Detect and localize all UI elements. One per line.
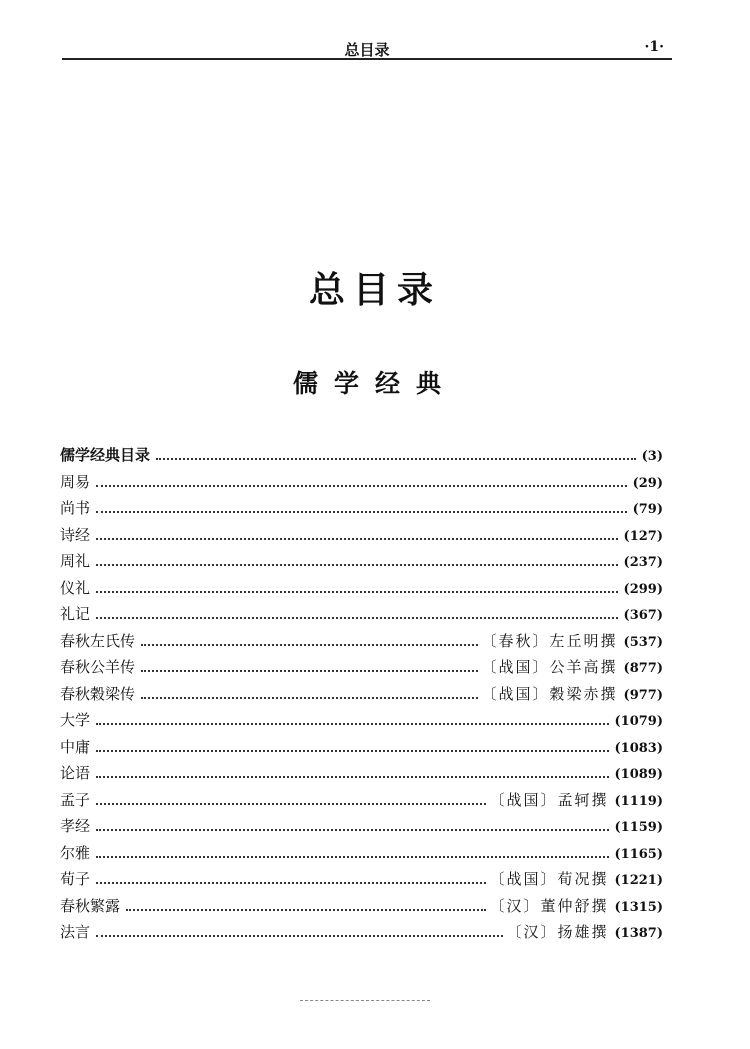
entry-page: (1221)	[614, 873, 663, 888]
entry-page: (29)	[632, 475, 663, 491]
dot-leader	[96, 776, 609, 778]
entry-title: 尔雅	[60, 843, 91, 862]
entry-page: (79)	[632, 502, 663, 517]
entry-title: 中庸	[60, 737, 91, 756]
dot-leader	[96, 511, 627, 513]
toc-entry[interactable]	[60, 868, 663, 895]
dot-leader	[96, 750, 609, 752]
header-page-number: ·1·	[644, 39, 664, 55]
section-title: 儒学经典	[292, 369, 457, 398]
toc-entry[interactable]	[60, 921, 663, 948]
dot-leader	[96, 935, 502, 937]
toc-entry[interactable]	[60, 471, 663, 498]
dot-leader	[96, 803, 485, 805]
entry-title: 春秋左氏传	[60, 631, 136, 650]
toc-entry[interactable]	[60, 762, 663, 789]
entry-author: 〔汉〕扬雄撰	[506, 923, 609, 941]
entry-page: (1089)	[614, 767, 663, 782]
toc-entry[interactable]	[60, 842, 663, 869]
entry-title: 诗经	[60, 525, 91, 544]
dot-leader	[96, 591, 618, 593]
entry-title: 春秋繁露	[60, 896, 121, 915]
dot-leader	[96, 829, 609, 831]
entry-title: 春秋穀梁传	[60, 684, 136, 703]
dot-leader	[156, 458, 636, 460]
toc-entry[interactable]	[60, 683, 663, 710]
dot-leader	[96, 538, 618, 540]
entry-author: 〔汉〕董仲舒撰	[489, 896, 609, 915]
entry-title: 荀子	[60, 870, 91, 888]
entry-page: (237)	[623, 555, 663, 570]
dot-leader	[96, 485, 627, 487]
page-title: 总目录	[308, 270, 441, 311]
dot-leader	[96, 723, 609, 725]
toc-entry[interactable]	[60, 815, 663, 842]
entry-page: (1159)	[614, 820, 663, 835]
entry-title: 孝经	[60, 817, 91, 835]
entry-title: 儒学经典目录	[60, 446, 151, 464]
toc-entry[interactable]	[60, 497, 663, 524]
entry-page: (1119)	[614, 793, 663, 809]
entry-page: (1083)	[614, 740, 663, 756]
toc-entry[interactable]	[60, 895, 663, 922]
entry-page: (1079)	[614, 714, 663, 729]
entry-author: 〔战国〕穀梁赤撰	[481, 684, 618, 703]
entry-page: (1165)	[614, 846, 663, 862]
toc-entry[interactable]	[60, 736, 663, 763]
entry-page: (537)	[623, 634, 663, 650]
entry-page: (3)	[641, 449, 663, 464]
entry-title: 礼记	[60, 605, 91, 623]
footer-rule	[300, 1000, 430, 1002]
entry-title: 孟子	[60, 790, 91, 809]
entry-title: 周易	[60, 472, 91, 491]
entry-page: (127)	[623, 528, 663, 544]
entry-page: (1315)	[614, 899, 663, 915]
entry-page: (367)	[623, 608, 663, 623]
dot-leader	[141, 697, 478, 699]
dot-leader	[126, 909, 485, 911]
entry-page: (299)	[623, 581, 663, 597]
toc-entry[interactable]	[60, 444, 663, 471]
entry-title: 论语	[60, 764, 91, 782]
toc-entry[interactable]	[60, 656, 663, 683]
entry-title: 周礼	[60, 552, 91, 570]
entry-page: (877)	[623, 661, 663, 676]
toc-entry[interactable]	[60, 709, 663, 736]
entry-title: 尚书	[60, 499, 91, 517]
dot-leader	[96, 617, 618, 619]
dot-leader	[141, 644, 478, 646]
running-header	[62, 38, 672, 60]
entry-author: 〔战国〕孟轲撰	[489, 790, 609, 809]
entry-author: 〔战国〕荀况撰	[489, 870, 609, 888]
entry-page: (1387)	[614, 926, 663, 941]
entry-title: 法言	[60, 923, 91, 941]
header-title: 总目录	[344, 41, 390, 59]
toc-entry[interactable]	[60, 630, 663, 657]
toc-entry[interactable]	[60, 550, 663, 577]
toc-entry[interactable]	[60, 789, 663, 816]
dot-leader	[96, 564, 618, 566]
table-of-contents	[60, 444, 663, 948]
entry-title: 大学	[60, 711, 91, 729]
dot-leader	[141, 670, 478, 672]
entry-page: (977)	[623, 687, 663, 703]
toc-entry[interactable]	[60, 603, 663, 630]
dot-leader	[96, 882, 485, 884]
dot-leader	[96, 856, 609, 858]
entry-author: 〔战国〕公羊高撰	[481, 658, 618, 676]
entry-author: 〔春秋〕左丘明撰	[481, 631, 618, 650]
toc-entry[interactable]	[60, 577, 663, 604]
entry-title: 仪礼	[60, 578, 91, 597]
toc-entry[interactable]	[60, 524, 663, 551]
entry-title: 春秋公羊传	[60, 658, 136, 676]
